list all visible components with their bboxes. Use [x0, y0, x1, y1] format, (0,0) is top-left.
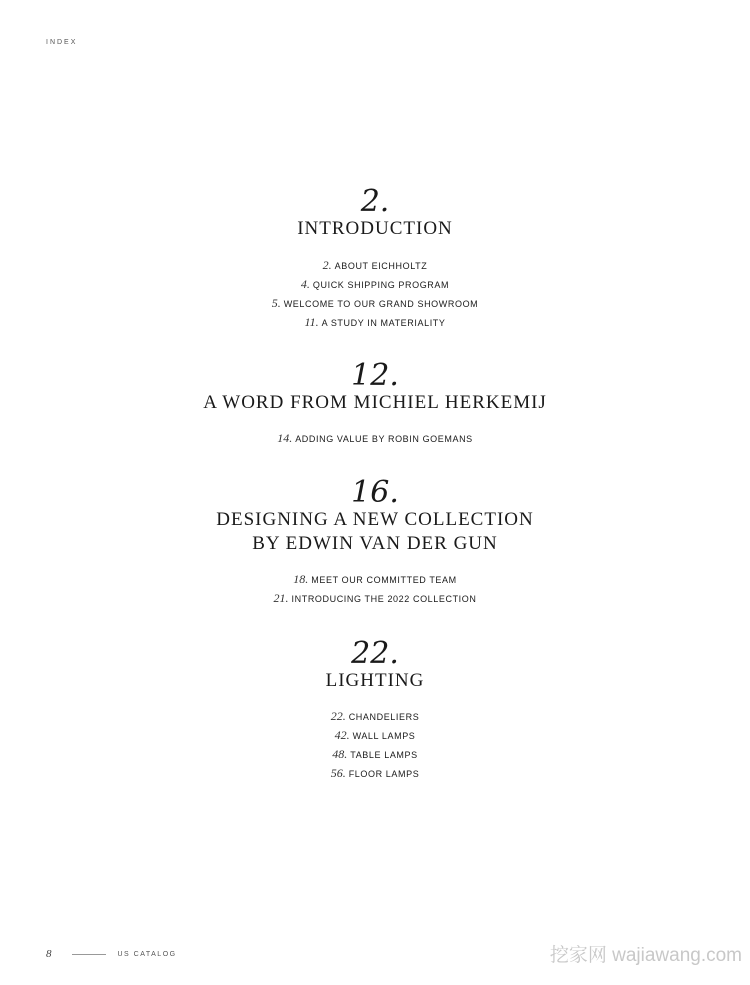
item-page: 2.	[322, 258, 332, 272]
item-label: INTRODUCING THE 2022 COLLECTION	[291, 594, 477, 604]
item-page: 21.	[273, 591, 289, 605]
item-page: 18.	[293, 572, 309, 586]
index-item[interactable]	[0, 707, 750, 726]
index-item[interactable]	[0, 764, 750, 783]
footer-divider	[72, 954, 106, 955]
section-items	[0, 570, 750, 608]
section-number: 12.	[351, 358, 399, 393]
index-item[interactable]	[0, 275, 750, 294]
item-page: 22.	[330, 709, 346, 723]
item-page: 4.	[300, 277, 310, 291]
section-items	[0, 707, 750, 783]
index-item[interactable]	[0, 726, 750, 745]
item-label: TABLE LAMPS	[350, 750, 418, 760]
item-label: CHANDELIERS	[348, 712, 420, 722]
section-title-line-2: BY EDWIN VAN DER GUN	[252, 533, 498, 554]
index-item[interactable]	[0, 745, 750, 764]
section-introduction	[0, 184, 750, 332]
item-label: ABOUT EICHHOLTZ	[334, 261, 428, 271]
item-page: 42.	[334, 728, 350, 742]
index-item[interactable]	[0, 313, 750, 332]
section-word-from-michiel	[0, 358, 750, 448]
section-items	[0, 429, 750, 448]
section-number: 22.	[351, 636, 399, 671]
section-number: 16.	[351, 475, 399, 510]
index-item[interactable]	[0, 256, 750, 275]
item-label: WALL LAMPS	[352, 731, 416, 741]
item-label: QUICK SHIPPING PROGRAM	[312, 280, 450, 290]
index-item[interactable]	[0, 589, 750, 608]
item-label: ADDING VALUE BY ROBIN GOEMANS	[295, 434, 473, 444]
watermark: 挖家网 wajiawang.com	[549, 945, 742, 966]
section-lighting	[0, 636, 750, 783]
page-number: 8	[46, 948, 52, 960]
section-number: 2.	[360, 184, 390, 219]
item-label: MEET OUR COMMITTED TEAM	[311, 575, 457, 585]
section-title: A WORD FROM MICHIEL HERKEMIJ	[203, 392, 547, 413]
item-label: WELCOME TO OUR GRAND SHOWROOM	[283, 299, 479, 309]
catalog-label: US CATALOG	[117, 950, 177, 958]
footer	[46, 948, 177, 960]
item-page: 48.	[332, 747, 348, 761]
item-label: A STUDY IN MATERIALITY	[321, 318, 446, 328]
index-item[interactable]	[0, 294, 750, 313]
section-title: DESIGNING A NEW COLLECTION	[216, 509, 534, 530]
index-label: INDEX	[46, 39, 78, 46]
item-page: 11.	[304, 315, 319, 329]
item-page: 14.	[277, 431, 293, 445]
item-label: FLOOR LAMPS	[348, 769, 420, 779]
index-item[interactable]	[0, 429, 750, 448]
item-page: 56.	[330, 766, 346, 780]
index-item[interactable]	[0, 570, 750, 589]
item-page: 5.	[271, 296, 281, 310]
section-designing-collection	[0, 475, 750, 608]
section-title: LIGHTING	[325, 670, 425, 691]
section-items	[0, 256, 750, 332]
section-title: INTRODUCTION	[297, 218, 453, 239]
